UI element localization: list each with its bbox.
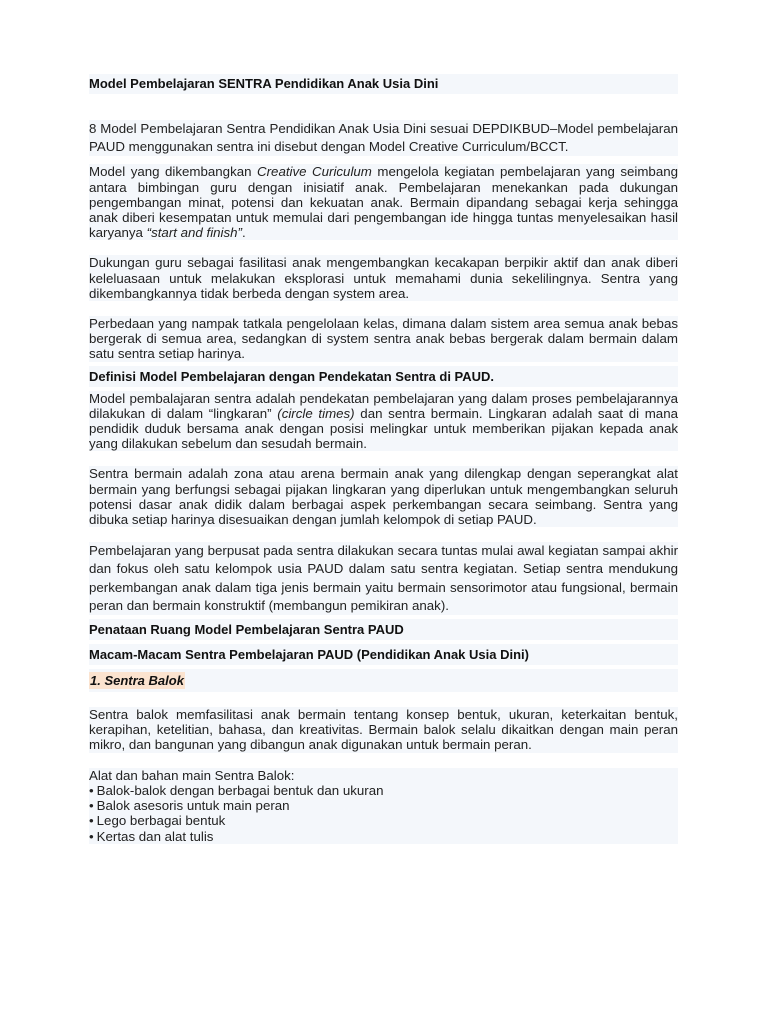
list-item: • Kertas dan alat tulis (89, 829, 678, 844)
heading-macam-sentra: Macam-Macam Sentra Pembelajaran PAUD (Pendidikan Anak Usia Dini) (89, 644, 678, 665)
paragraph-creative-curriculum (89, 164, 678, 240)
materials-list (89, 783, 678, 844)
paragraph-sentra-balok (89, 707, 678, 753)
heading-sentra-balok (89, 669, 678, 692)
list-item: • Balok asesoris untuk main peran (89, 798, 678, 813)
paragraph-text: Perbedaan yang nampak tatkala pengelolaan kelas, dimana dalam sistem area semua anak bebas bergerak di semua area, sedangkan di system sentra anak bebas bergerak dalam bermain dalam satu sentra setiap harinya. (89, 316, 678, 362)
heading-definisi: Definisi Model Pembelajaran dengan Pendekatan Sentra di PAUD. (89, 366, 678, 387)
intro-paragraph (89, 120, 678, 156)
paragraph-text: Model pembalajaran sentra adalah pendekatan pembelajaran yang dalam proses pembelajarannya dilakukan di dalam “lingkaran” (circle times) dan sentra bermain. Lingkaran adalah saat di mana pendidik duduk bersama anak dengan posisi melingkar untuk memberikan pijakan kepada anak yang dilakukan sebelum dan sesudah bermain. (89, 390, 678, 452)
list-item: • Lego berbagai bentuk (89, 813, 678, 828)
materials-list-block (89, 768, 678, 844)
list-title: Alat dan bahan main Sentra Balok: (89, 767, 295, 783)
paragraph-text: Dukungan guru sebagai fasilitasi anak mengembangkan kecakapan berpikir aktif dan anak diberi keleluasaan untuk melakukan eksplorasi untuk memahami dunia sekelilingnya. Sentra yang dikembangkannya tidak berbeda dengan system area. (89, 255, 678, 301)
list-item: • Balok-balok dengan berbagai bentuk dan ukuran (89, 783, 678, 798)
paragraph-text: Pembelajaran yang berpusat pada sentra dilakukan secara tuntas mulai awal kegiatan sampai akhir dan fokus oleh satu kelompok usia PAUD dalam satu sentra kegiatan. Setiap sentra mendukung perkembangan anak dalam tiga jenis bermain yaitu bermain sensorimotor atau fungsional, bermain peran dan bermain konstruktif (membangun pemikiran anak). (89, 543, 678, 613)
paragraph-text: Model yang dikembangkan Creative Curiculum mengelola kegiatan pembelajaran yang seimbang antara bimbingan guru dengan inisiatif anak. Pembelajaran menekankan pada dukungan pengembangan minat, potensi dan kekuatan anak. Bermain dipandang sebagai kerja sehingga anak diberi kesempatan untuk memulai dari pengembangan ide hingga tuntas menyelesaikan hasil karyanya “start and finish”. (89, 164, 679, 241)
heading-penataan-ruang: Penataan Ruang Model Pembelajaran Sentra PAUD (89, 619, 678, 640)
sentra-balok-label: 1. Sentra Balok (90, 673, 184, 689)
paragraph-pembelajaran (89, 542, 678, 615)
document-title: Model Pembelajaran SENTRA Pendidikan Anak Usia Dini (89, 74, 678, 94)
paragraph-perbedaan (89, 316, 678, 362)
document-content (89, 74, 678, 844)
intro-text: 8 Model Pembelajaran Sentra Pendidikan Anak Usia Dini sesuai DEPDIKBUD–Model pembelajaran PAUD menggunakan sentra ini disebut dengan Model Creative Curriculum/BCCT. (89, 121, 678, 155)
paragraph-text: Sentra balok memfasilitasi anak bermain tentang konsep bentuk, ukuran, keterkaitan bentuk, kerapihan, ketelitian, bahasa, dan kreativitas. Bermain balok selalu dikaitkan dengan main peran mikro, dan bangunan yang dibangun anak digunakan untuk bermain peran. (89, 707, 678, 753)
paragraph-definisi (89, 391, 678, 452)
paragraph-dukungan-guru (89, 255, 678, 301)
paragraph-sentra-bermain (89, 466, 678, 527)
paragraph-text: Sentra bermain adalah zona atau arena bermain anak yang dilengkap dengan seperangkat alat bermain yang berfungsi sebagai pijakan lingkaran yang diperlukan untuk mengembangkan seluruh potensi dasar anak didik dalam berbagai aspek perkembangan secara seimbang. Sentra yang dibuka setiap harinya disesuaikan dengan jumlah kelompok di setiap PAUD. (89, 466, 678, 528)
